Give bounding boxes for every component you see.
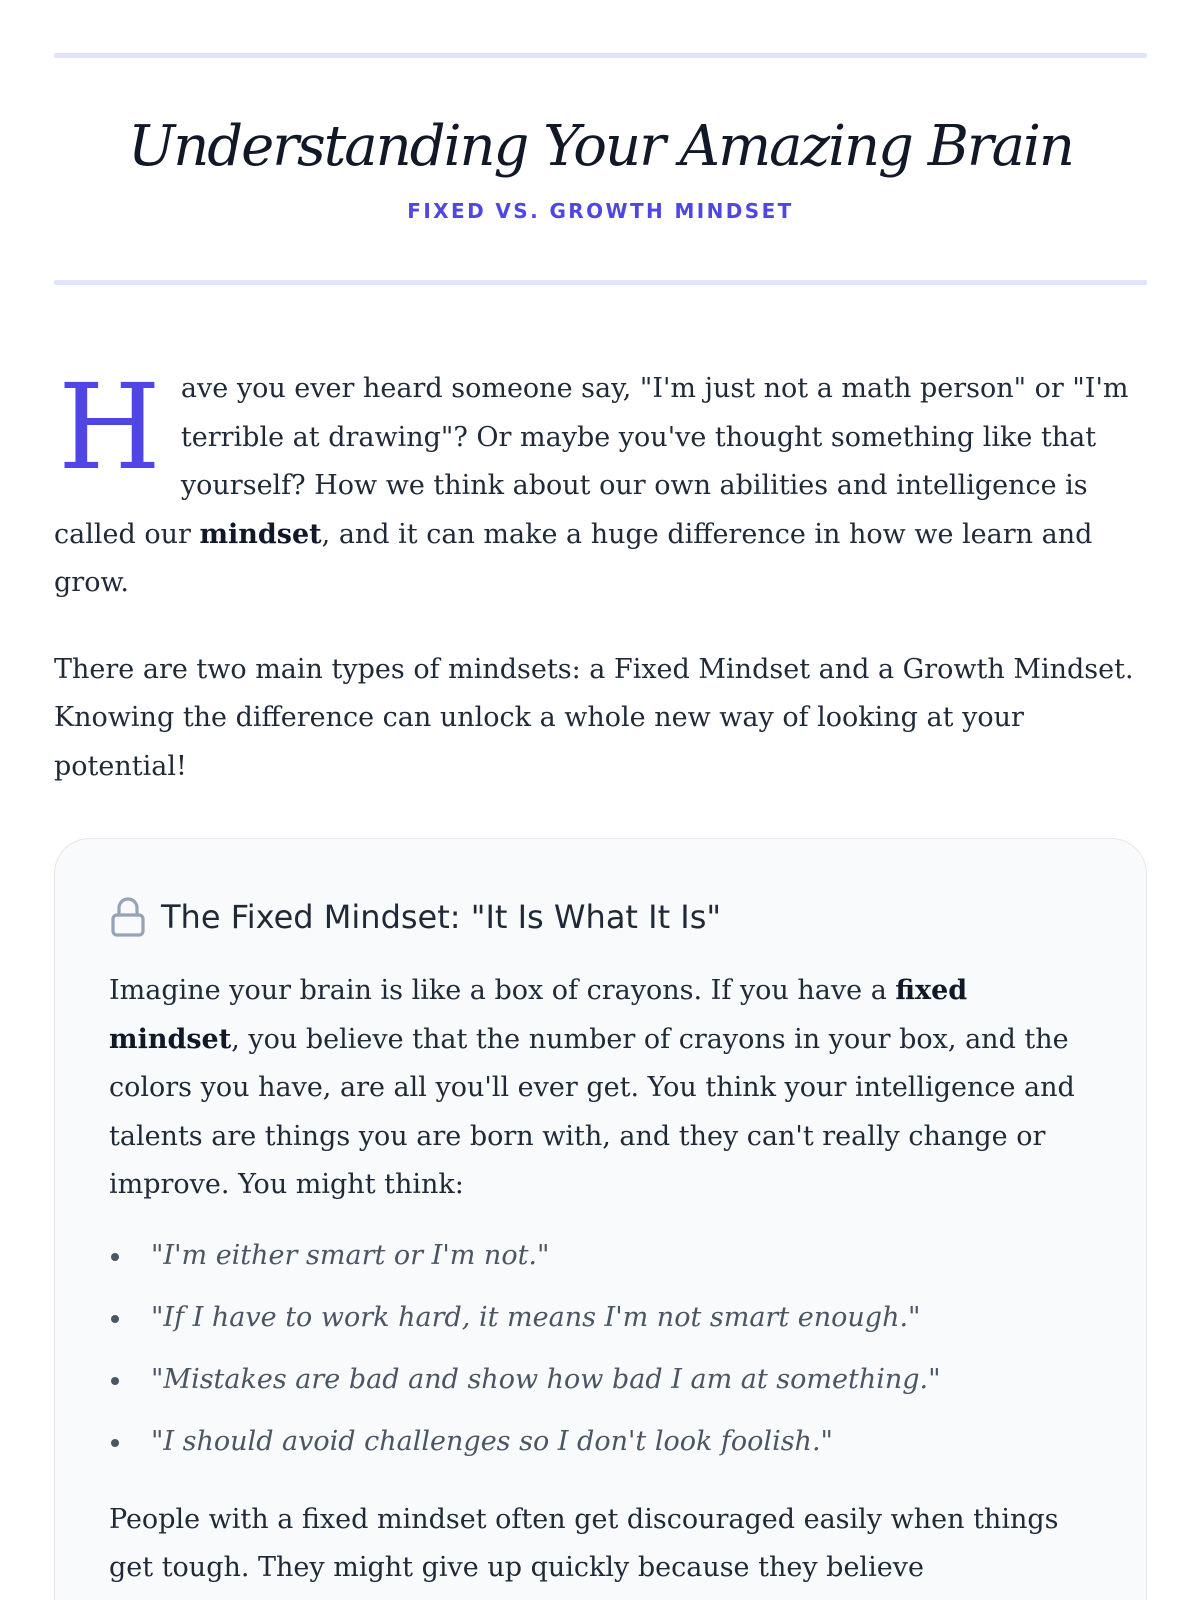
list-item: "I'm either smart or I'm not." (109, 1238, 1092, 1274)
list-item: "If I have to work hard, it means I'm not smart enough." (109, 1300, 1092, 1336)
header-top-rule (54, 53, 1147, 58)
intro-text: ave you ever heard someone say, "I'm just not a math person" or "I'm terrible at drawing"? Or maybe you've thought something like that yourself? How we think about our own abilities and intelligence is called our (54, 373, 1129, 550)
fixed-mindset-quotes (109, 1238, 1092, 1460)
intro-paragraph (54, 358, 1147, 608)
fixed-mindset-bold-term: fixed mindset (109, 975, 968, 1055)
fixed-mindset-summary: People with a fixed mindset often get discouraged easily when things get tough. They might give up quickly because they believe (109, 1503, 1059, 1583)
fixed-mindset-heading (109, 895, 1092, 939)
fixed-lead-text-end: , you believe that the number of crayons in your box, and the colors you have, are all you'll ever get. You think your intelligence and talents are things you are born with, and they can't really change or improve. You might think: (109, 1023, 1075, 1200)
article-body (54, 358, 1147, 791)
mindset-types-paragraph: There are two main types of mindsets: a Fixed Mindset and a Growth Mindset. Knowing the difference can unlock a whole new way of looking at your potential! (54, 653, 1134, 782)
header-bottom-rule (54, 280, 1147, 285)
fixed-lead-text: Imagine your brain is like a box of crayons. If you have a (109, 975, 896, 1006)
page-title: Understanding Your Amazing Brain (128, 114, 1073, 179)
fixed-mindset-title: The Fixed Mindset: "It Is What It Is" (161, 898, 722, 936)
fixed-mindset-description (109, 967, 1092, 1210)
lock-icon (109, 896, 147, 938)
fixed-mindset-card (54, 838, 1147, 1600)
list-item: "Mistakes are bad and show how bad I am at something." (109, 1362, 1092, 1398)
page-subtitle: FIXED VS. GROWTH MINDSET (407, 199, 794, 223)
list-item: "I should avoid challenges so I don't look foolish." (109, 1424, 1092, 1460)
drop-cap: H (58, 358, 161, 496)
intro-text-end: , and it can make a huge difference in how we learn and grow. (54, 518, 1093, 598)
intro-bold-term: mindset (199, 518, 322, 550)
